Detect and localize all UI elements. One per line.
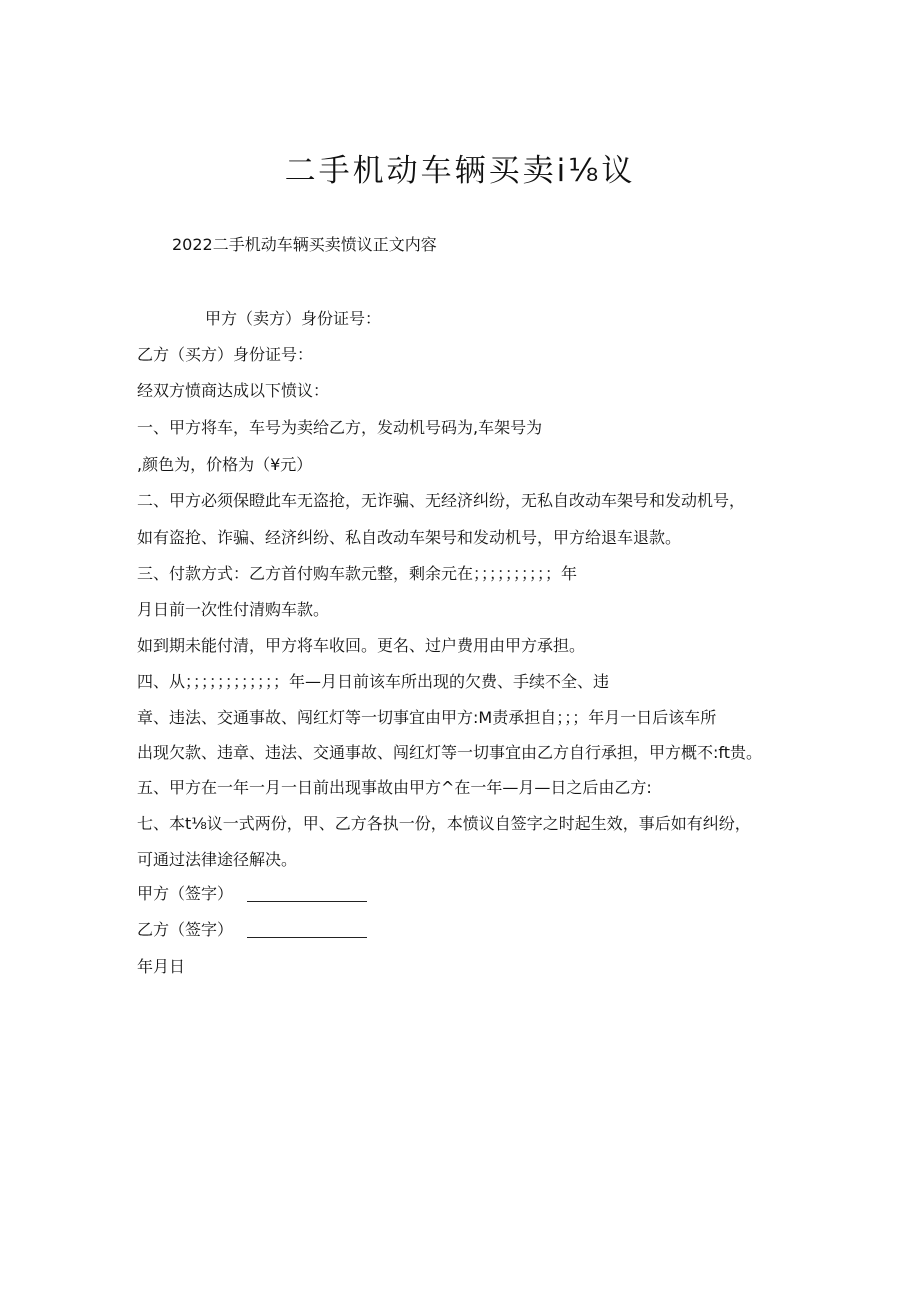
- party-b-signature-line[interactable]: [247, 936, 367, 938]
- clause-3-line-3: 如到期未能付清，甲方将车收回。更名、过户费用由甲方承担。: [137, 636, 586, 655]
- clause-4-line-1: 四、从；；；；；；；；；；；；年—月日前该车所出现的欠费、手续不全、违: [137, 672, 610, 691]
- seller-id-line: 甲方（卖方）身份证号：: [205, 309, 382, 328]
- clause-1-line-2: ,颜色为，价格为（¥元）: [137, 455, 313, 474]
- signature-date: 年月日: [137, 957, 186, 976]
- party-a-signature-row: [137, 884, 367, 904]
- clause-3-line-1: 三、付款方式：乙方首付购车款元整，剩余元在；；；；；；；；；；年: [137, 564, 578, 583]
- party-a-signature-label: 甲方（签字）: [137, 884, 234, 903]
- party-b-signature-row: [137, 920, 367, 940]
- clause-1-line-1: 一、甲方将车，车号为卖给乙方，发动机号码为,车架号为: [137, 418, 543, 437]
- party-a-signature-line[interactable]: [247, 900, 367, 902]
- clause-7-line-1: 七、本t⅛议一式两份，甲、乙方各执一份，本愤议自签字之时起生效，事后如有纠纷，: [137, 814, 751, 833]
- clause-4-line-3: 出现欠款、违章、违法、交通事故、闯红灯等一切事宜由乙方自行承担，甲方概不:ft贵。: [137, 743, 763, 762]
- clause-7-line-2: 可通过法律途径解决。: [137, 850, 298, 869]
- clause-3-line-2: 月日前一次性付清购车款。: [137, 600, 330, 619]
- document-subtitle: 2022二手机动车辆买卖愤议正文内容: [172, 235, 437, 254]
- clause-2-line-2: 如有盗抢、诈骗、经济纠纷、私自改动车架号和发动机号，甲方给退车退款。: [137, 528, 682, 547]
- buyer-id-line: 乙方（买方）身份证号：: [137, 345, 314, 364]
- agreement-intro: 经双方愤商达成以下愤议：: [137, 381, 330, 400]
- clause-4-line-2: 章、违法、交通事故、闯红灯等一切事宜由甲方:M责承担自；；；年月一日后该车所: [137, 708, 717, 727]
- party-b-signature-label: 乙方（签字）: [137, 920, 234, 939]
- page-title: 二手机动车辆买卖i⅛议: [284, 153, 636, 189]
- clause-5-line: 五、甲方在一年一月一日前出现事故由甲方^在一年—月—日之后由乙方:: [137, 778, 652, 797]
- clause-2-line-1: 二、甲方必须保瞪此车无盗抢，无诈骗、无经济纠纷，无私自改动车架号和发动机号，: [137, 491, 746, 510]
